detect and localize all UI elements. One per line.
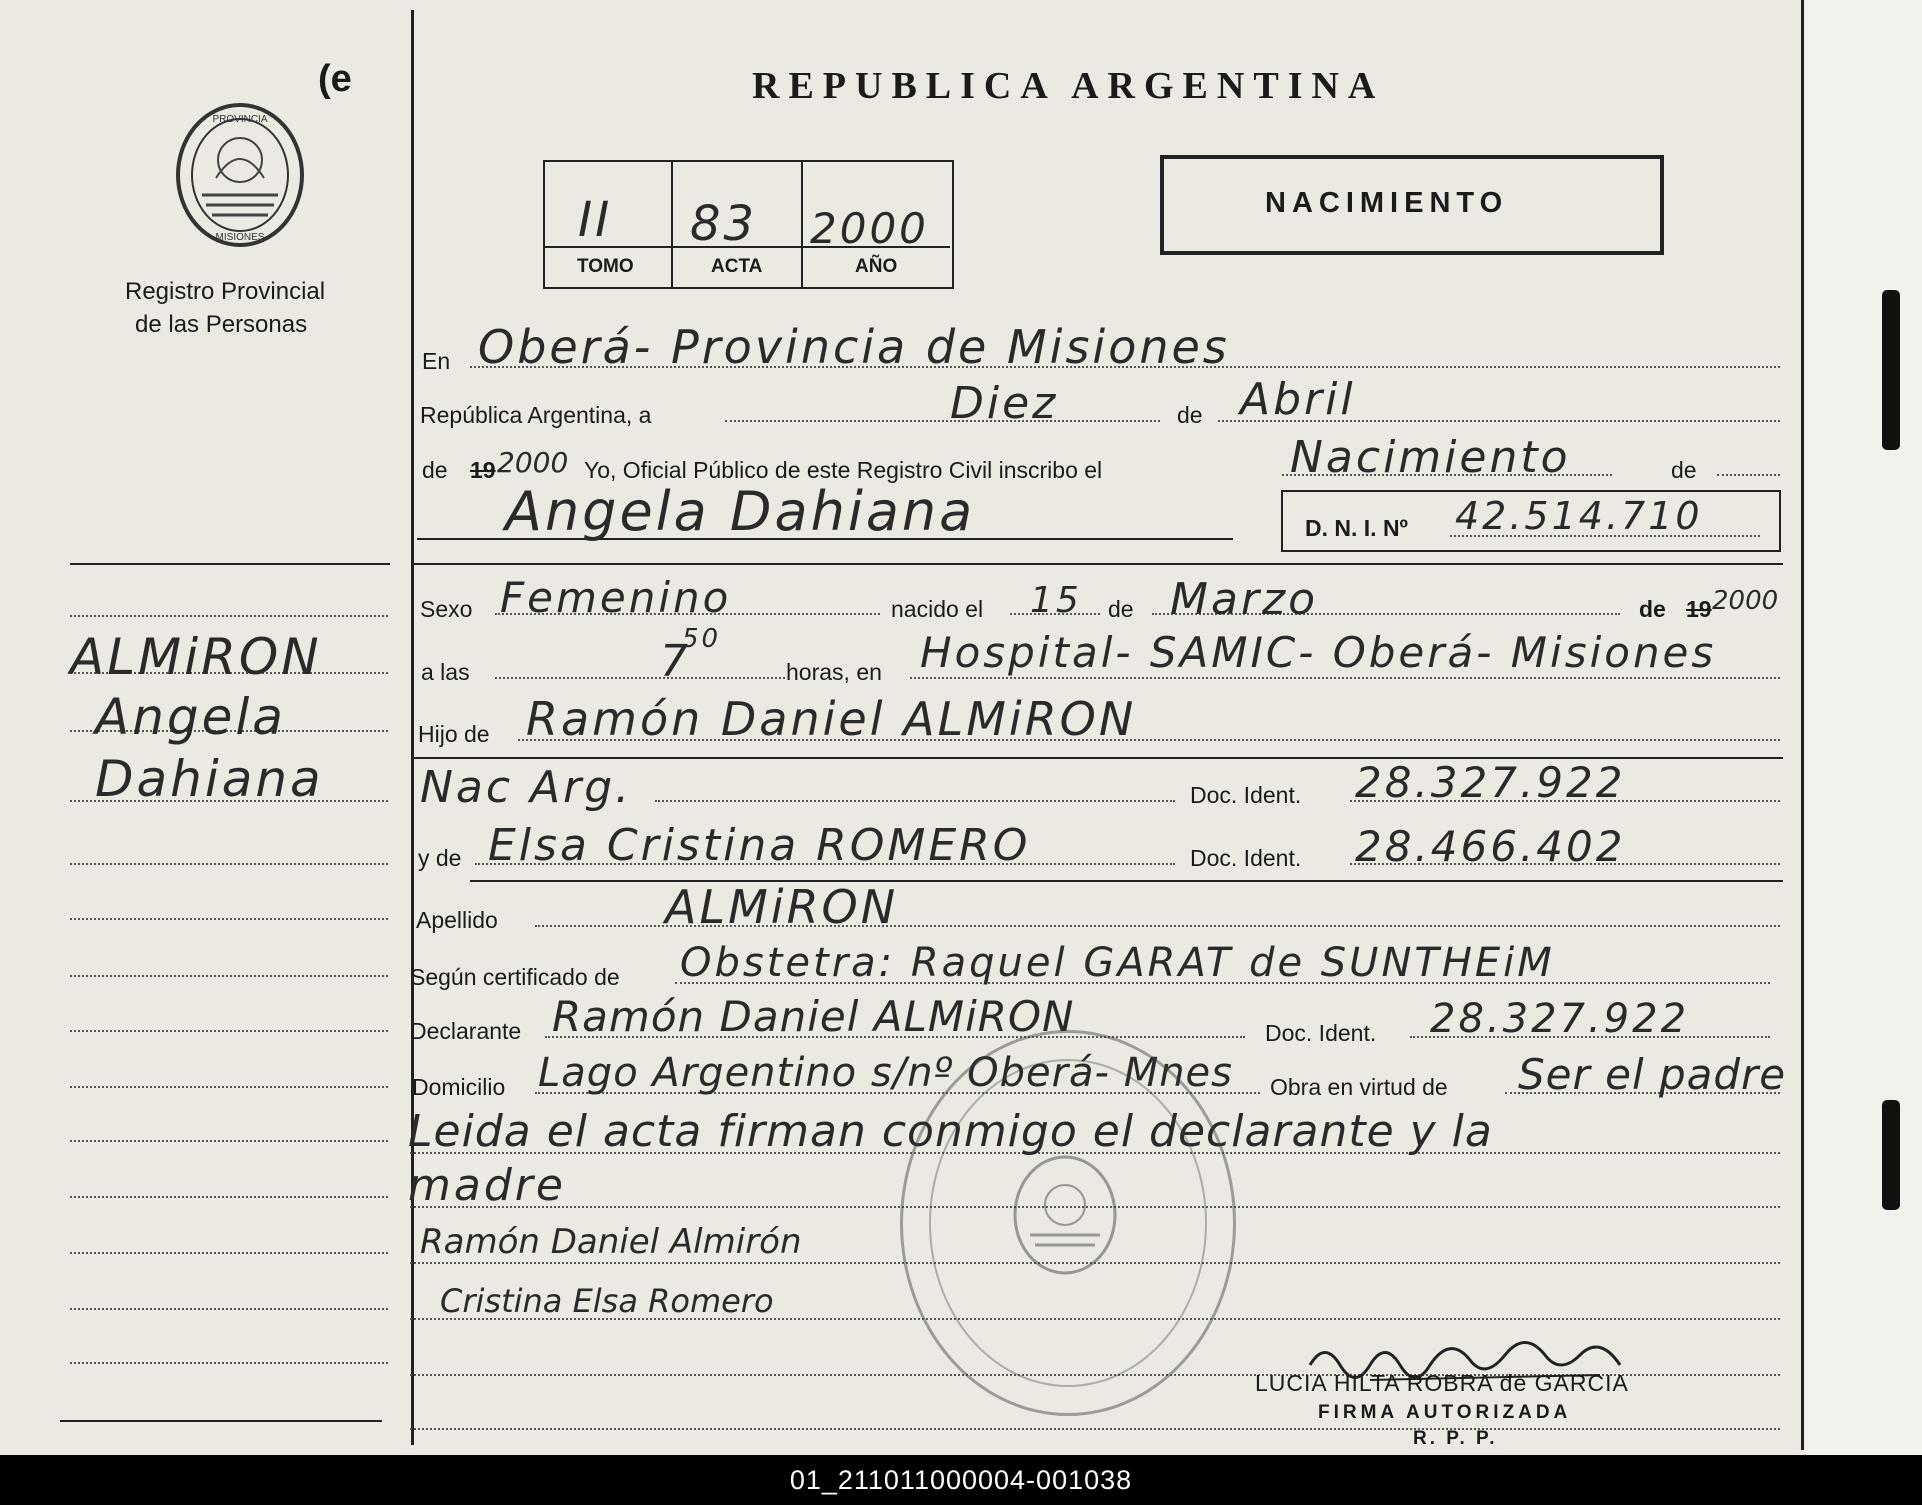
registry-name-line2: de las Personas — [135, 311, 308, 338]
birth-hour: 7 — [660, 636, 691, 687]
place-of-registration: Oberá- Provincia de Misiones — [478, 320, 1230, 374]
official-office: R. P. P. — [1413, 1428, 1498, 1449]
mother-name: Elsa Cristina ROMERO — [488, 820, 1031, 871]
label-y-de: y de — [418, 845, 462, 871]
anio-label: AÑO — [855, 256, 898, 277]
certificate-issuer: Obstetra: Raquel GARAT de SUNTHEiM — [680, 940, 1555, 986]
dni-number: 42.514.710 — [1455, 494, 1703, 538]
label-yo-oficial: Yo, Oficial Público de este Registro Civil inscribo el — [584, 457, 1103, 483]
label-de: de — [1177, 402, 1203, 428]
father-document: 28.327.922 — [1355, 758, 1626, 807]
label-de-end: de — [1639, 596, 1666, 622]
surname: ALMiRON — [665, 880, 899, 934]
label-doc-ident-declarant: Doc. Ident. — [1265, 1020, 1377, 1046]
sex-value: Femenino — [500, 573, 732, 622]
closing-statement-line2: madre — [408, 1160, 566, 1211]
label-republica-a: República Argentina, a — [420, 402, 652, 428]
frame-left-line — [411, 10, 414, 1445]
label-domicilio: Domicilio — [412, 1074, 506, 1100]
birth-year: 2000 — [1712, 586, 1779, 616]
country-title: REPUBLICA ARGENTINA — [752, 65, 1385, 107]
tomo-label: TOMO — [577, 256, 634, 277]
tomo-value: II — [578, 192, 613, 248]
margin-firstname: Angela — [95, 688, 286, 746]
label-hijo-de: Hijo de — [418, 721, 490, 747]
label-de-after: de — [1671, 457, 1697, 483]
registration-day: Diez — [950, 378, 1059, 429]
record-type: NACIMIENTO — [1265, 187, 1509, 219]
birth-year-prefix: 19 — [1686, 596, 1712, 622]
father-nationality: Nac Arg. — [420, 762, 633, 813]
birth-day: 15 — [1030, 580, 1082, 621]
label-obra-en-virtud: Obra en virtud de — [1270, 1074, 1448, 1100]
mother-document: 28.466.402 — [1355, 822, 1626, 871]
acta-label: ACTA — [711, 256, 763, 277]
declarant-document: 28.327.922 — [1430, 996, 1690, 1042]
document-code-footer: 01_211011000004-001038 — [0, 1455, 1922, 1505]
label-apellido: Apellido — [416, 907, 498, 933]
label-sexo: Sexo — [420, 596, 473, 622]
signature-father: Ramón Daniel Almirón — [420, 1222, 802, 1262]
label-horas-en: horas, en — [786, 659, 882, 685]
seal-top-text: PROVINCIA — [212, 114, 268, 125]
birth-place: Hospital- SAMIC- Oberá- Misiones — [920, 628, 1717, 677]
birth-month: Marzo — [1170, 574, 1319, 625]
official-name: LUCIA HILTA ROBRA de GARCIA — [1255, 1370, 1629, 1396]
seal-bottom-text: MISIONES — [215, 232, 265, 243]
margin-middlename: Dahiana — [95, 750, 324, 808]
acta-value: 83 — [690, 196, 758, 252]
address: Lago Argentino s/nº Oberá- Mnes — [538, 1050, 1234, 1096]
registration-month: Abril — [1240, 374, 1356, 425]
margin-surname: ALMiRON — [70, 628, 322, 686]
provincial-seal-emblem — [172, 100, 308, 250]
label-doc-ident-father: Doc. Ident. — [1190, 782, 1302, 808]
year-prefix: 19 — [470, 457, 496, 483]
binder-clip-bottom — [1882, 1100, 1900, 1210]
label-de-mid: de — [1108, 596, 1134, 622]
registered-act-type: Nacimiento — [1290, 432, 1571, 483]
label-nacido-el: nacido el — [891, 596, 984, 622]
label-declarante: Declarante — [410, 1018, 522, 1044]
frame-right-line — [1801, 0, 1804, 1450]
anio-value: 2000 — [810, 204, 929, 253]
child-full-name: Angela Dahiana — [505, 480, 976, 543]
corner-mark: (e — [318, 58, 352, 100]
label-en: En — [422, 348, 451, 374]
closing-statement-line1: Leida el acta firman conmigo el declarante y la — [408, 1106, 1493, 1157]
label-doc-ident-mother: Doc. Ident. — [1190, 845, 1302, 871]
label-dni: D. N. I. Nº — [1305, 515, 1408, 541]
label-de-year: de — [422, 457, 448, 483]
birth-minutes: 50 — [682, 624, 722, 654]
reason: Ser el padre — [1518, 1050, 1787, 1099]
signature-mother: Cristina Elsa Romero — [440, 1282, 774, 1320]
binder-clip-top — [1882, 290, 1900, 450]
declarant-name: Ramón Daniel ALMiRON — [552, 992, 1075, 1041]
official-title: FIRMA AUTORIZADA — [1318, 1402, 1572, 1423]
stamp-emblem — [1005, 1150, 1125, 1280]
father-name: Ramón Daniel ALMiRON — [526, 692, 1137, 746]
registry-name-line1: Registro Provincial — [125, 278, 326, 305]
label-segun-certificado: Según certificado de — [410, 964, 620, 990]
label-a-las: a las — [421, 659, 470, 685]
adjacent-page-edge — [1805, 0, 1922, 1455]
registration-year: 2000 — [497, 446, 569, 479]
